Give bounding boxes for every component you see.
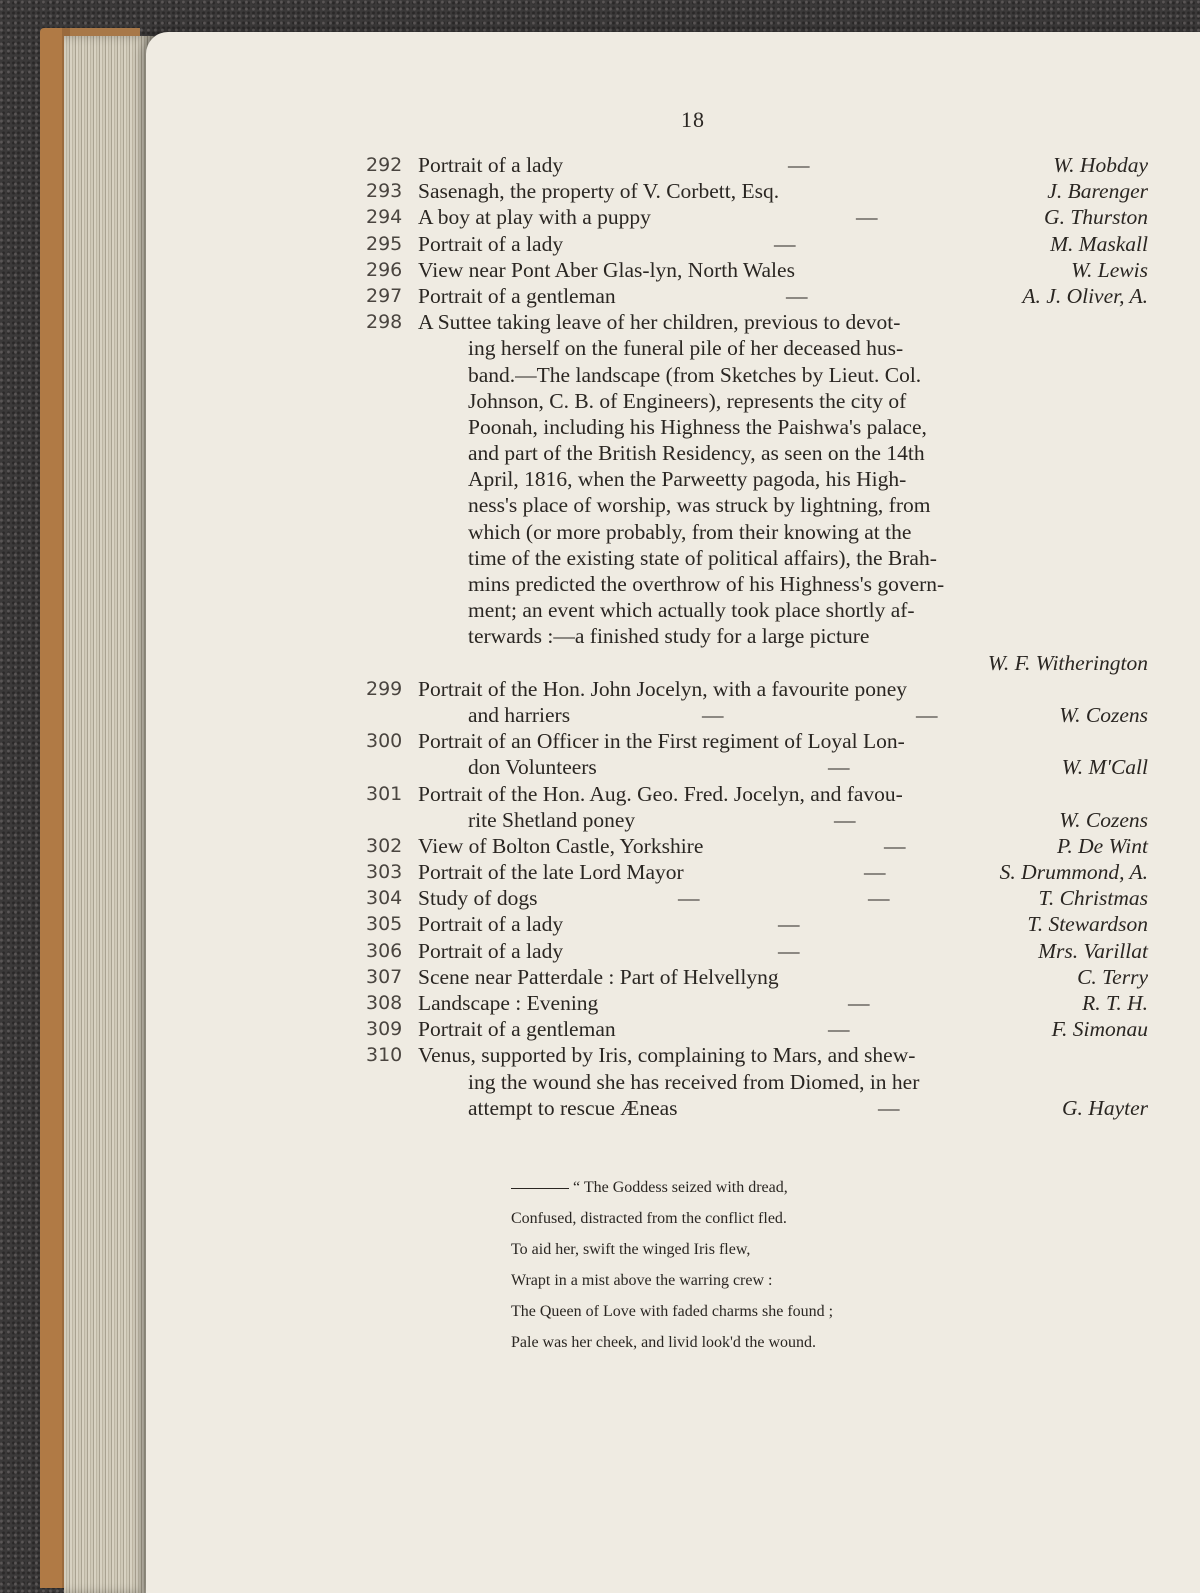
entry-title: Portrait of a lady — [418, 153, 564, 177]
catalogue-entry — [146, 859, 1200, 885]
entry-description-line: mins predicted the overthrow of his Highness's govern- — [468, 572, 945, 596]
entry-artist: M. Maskall — [1050, 231, 1148, 256]
entry-artist: W. Lewis — [1071, 257, 1148, 282]
entry-description-line: Johnson, C. B. of Engineers), represents the city of — [468, 388, 907, 413]
entry-artist: T. Stewardson — [1027, 912, 1148, 937]
entry-dash: — — [884, 833, 906, 858]
entry-artist: W. F. Witherington — [987, 650, 1148, 675]
entry-title: Scene near Patterdale : Part of Helvellyng — [418, 964, 779, 989]
entry-number: 308 — [366, 992, 403, 1014]
catalogue-entry — [146, 728, 1200, 780]
entry-number: 302 — [366, 834, 403, 857]
entry-dash: — — [786, 283, 808, 308]
book-page — [146, 32, 1200, 1593]
entry-artist: J. Barenger — [1047, 179, 1148, 204]
entry-artist: G. Thurston — [1044, 205, 1148, 230]
entry-description-line: band.—The landscape (from Sketches by Lieut. Col. — [468, 362, 922, 387]
catalogue-entry — [146, 204, 1200, 230]
entry-number: 296 — [366, 258, 403, 281]
page-edges — [64, 36, 154, 1593]
entry-description-line: April, 1816, when the Parweetty pagoda, his High- — [468, 467, 907, 492]
poem-line: To aid her, swift the winged Iris flew, — [511, 1241, 751, 1258]
catalogue-entry — [146, 283, 1200, 309]
entry-title: A boy at play with a puppy — [418, 205, 651, 230]
entry-artist: G. Hayter — [1062, 1095, 1148, 1120]
entry-title: Sasenagh, the property of V. Corbett, Esq. — [418, 179, 780, 204]
entry-description-line: and part of the British Residency, as seen on the 14th — [468, 441, 925, 466]
poem-line: Pale was her cheek, and livid look'd the wound. — [511, 1334, 817, 1351]
entry-description-line: Poonah, including his Highness the Paishwa's palace, — [468, 414, 927, 439]
epigraph-rule — [511, 1188, 569, 1189]
catalogue-entry — [146, 938, 1200, 964]
entry-number: 304 — [366, 887, 403, 910]
entry-title: Portrait of a gentleman — [418, 1017, 616, 1042]
catalogue-entry — [146, 885, 1200, 911]
entry-artist: A. J. Oliver, A. — [1022, 283, 1148, 308]
entry-artist: W. Hobday — [1053, 153, 1148, 177]
entry-number: 298 — [366, 311, 403, 334]
entry-number: 310 — [366, 1044, 403, 1067]
entry-number: 299 — [366, 677, 403, 700]
catalogue-entry — [146, 231, 1200, 257]
entry-title: Portrait of a gentleman — [418, 283, 616, 308]
entry-number: 303 — [366, 861, 403, 884]
catalogue-entry — [146, 833, 1200, 859]
entry-number: 307 — [366, 965, 403, 988]
catalogue-entry — [146, 178, 1200, 204]
entry-title-continuation: attempt to rescue Æneas — [468, 1095, 678, 1120]
entry-number: 295 — [366, 232, 403, 255]
entry-artist: W. Cozens — [1059, 807, 1148, 832]
entry-dash: — — [868, 886, 890, 911]
catalogue-entry — [146, 1016, 1200, 1042]
entry-title: Landscape : Evening — [418, 991, 599, 1015]
entry-title: A Suttee taking leave of her children, previous to devot- — [418, 310, 901, 335]
entry-title: View of Bolton Castle, Yorkshire — [418, 833, 704, 858]
entry-title: Portrait of a lady — [418, 938, 564, 963]
entry-artist: F. Simonau — [1051, 1017, 1148, 1042]
entry-title: Portrait of a lady — [418, 912, 564, 937]
catalogue-entry — [146, 257, 1200, 283]
entry-description-line: ing herself on the funeral pile of her deceased hus- — [468, 336, 904, 361]
entry-number: 294 — [366, 206, 403, 229]
entry-number: 306 — [366, 939, 403, 962]
entry-title: Portrait of an Officer in the First regiment of Loyal Lon- — [418, 729, 905, 754]
poem-line: “ The Goddess seized with dread, — [573, 1179, 788, 1196]
entry-title: Portrait of the late Lord Mayor — [418, 860, 684, 885]
entry-artist: C. Terry — [1077, 964, 1148, 989]
entry-dash: — — [856, 205, 878, 230]
entry-title: Portrait of the Hon. Aug. Geo. Fred. Jocelyn, and favou- — [418, 781, 903, 806]
entry-artist: P. De Wint — [1057, 833, 1148, 858]
catalogue-entry — [146, 990, 1200, 1016]
poem-line: Wrapt in a mist above the warring crew : — [511, 1272, 773, 1289]
catalogue-entry — [146, 1042, 1200, 1121]
entry-dash: — — [878, 1095, 900, 1120]
entry-number: 301 — [366, 782, 403, 805]
catalogue-entry — [146, 152, 1200, 178]
entry-number: 300 — [366, 730, 403, 753]
epigraph-poem — [511, 1172, 833, 1358]
entry-description-line: terwards :—a finished study for a large picture — [468, 624, 870, 649]
entry-dash: — — [828, 1017, 850, 1042]
entry-dash: — — [864, 860, 886, 885]
entry-description-line: ness's place of worship, was struck by lightning, from — [468, 493, 931, 518]
entry-dash: — — [828, 755, 850, 780]
entry-description-line: ment; an event which actually took place shortly af- — [468, 598, 915, 623]
poem-line: Confused, distracted from the conflict fled. — [511, 1210, 787, 1227]
entry-dash: — — [848, 991, 870, 1015]
entry-title-continuation: don Volunteers — [468, 755, 597, 780]
entry-dash: — — [778, 938, 800, 963]
entry-title: Portrait of the Hon. John Jocelyn, with a favourite poney — [418, 676, 908, 701]
entry-title-continuation: and harriers — [468, 702, 571, 727]
entry-description-line: time of the existing state of political affairs), the Brah- — [468, 545, 937, 570]
entry-number: 293 — [366, 180, 403, 203]
catalogue-entry — [146, 676, 1200, 728]
entry-title: Study of dogs — [418, 886, 538, 911]
entry-title-continuation: rite Shetland poney — [468, 807, 636, 832]
entry-title: Venus, supported by Iris, complaining to Mars, and shew- — [418, 1043, 916, 1068]
entry-title: Portrait of a lady — [418, 231, 564, 256]
poem-line: The Queen of Love with faded charms she found ; — [511, 1303, 834, 1320]
entry-artist: W. M'Call — [1061, 755, 1148, 780]
entry-dash: — — [788, 153, 810, 177]
catalogue-entry — [146, 309, 1200, 676]
entry-dash: — — [702, 702, 724, 727]
entry-description-line: ing the wound she has received from Diomed, in her — [468, 1069, 920, 1094]
entry-dash: — — [778, 912, 800, 937]
catalogue-entries — [146, 152, 1200, 1121]
entry-dash: — — [774, 231, 796, 256]
entry-artist: T. Christmas — [1038, 886, 1148, 911]
catalogue-entry — [146, 911, 1200, 937]
entry-artist: W. Cozens — [1059, 702, 1148, 727]
entry-artist: R. T. H. — [1082, 991, 1148, 1015]
entry-artist: S. Drummond, A. — [999, 860, 1148, 885]
entry-number: 309 — [366, 1018, 403, 1041]
entry-number: 292 — [366, 154, 403, 176]
entry-title: View near Pont Aber Glas-lyn, North Wales — [418, 257, 795, 282]
entry-dash: — — [834, 807, 856, 832]
page-number: 18 — [681, 107, 705, 132]
entry-artist: Mrs. Varillat — [1038, 938, 1148, 963]
entry-dash: — — [916, 702, 938, 727]
entry-number: 297 — [366, 284, 403, 307]
entry-number: 305 — [366, 913, 403, 936]
entry-description-line: which (or more probably, from their knowing at the — [468, 519, 912, 544]
catalogue-entry — [146, 964, 1200, 990]
catalogue-entry — [146, 781, 1200, 833]
entry-dash: — — [678, 886, 700, 911]
